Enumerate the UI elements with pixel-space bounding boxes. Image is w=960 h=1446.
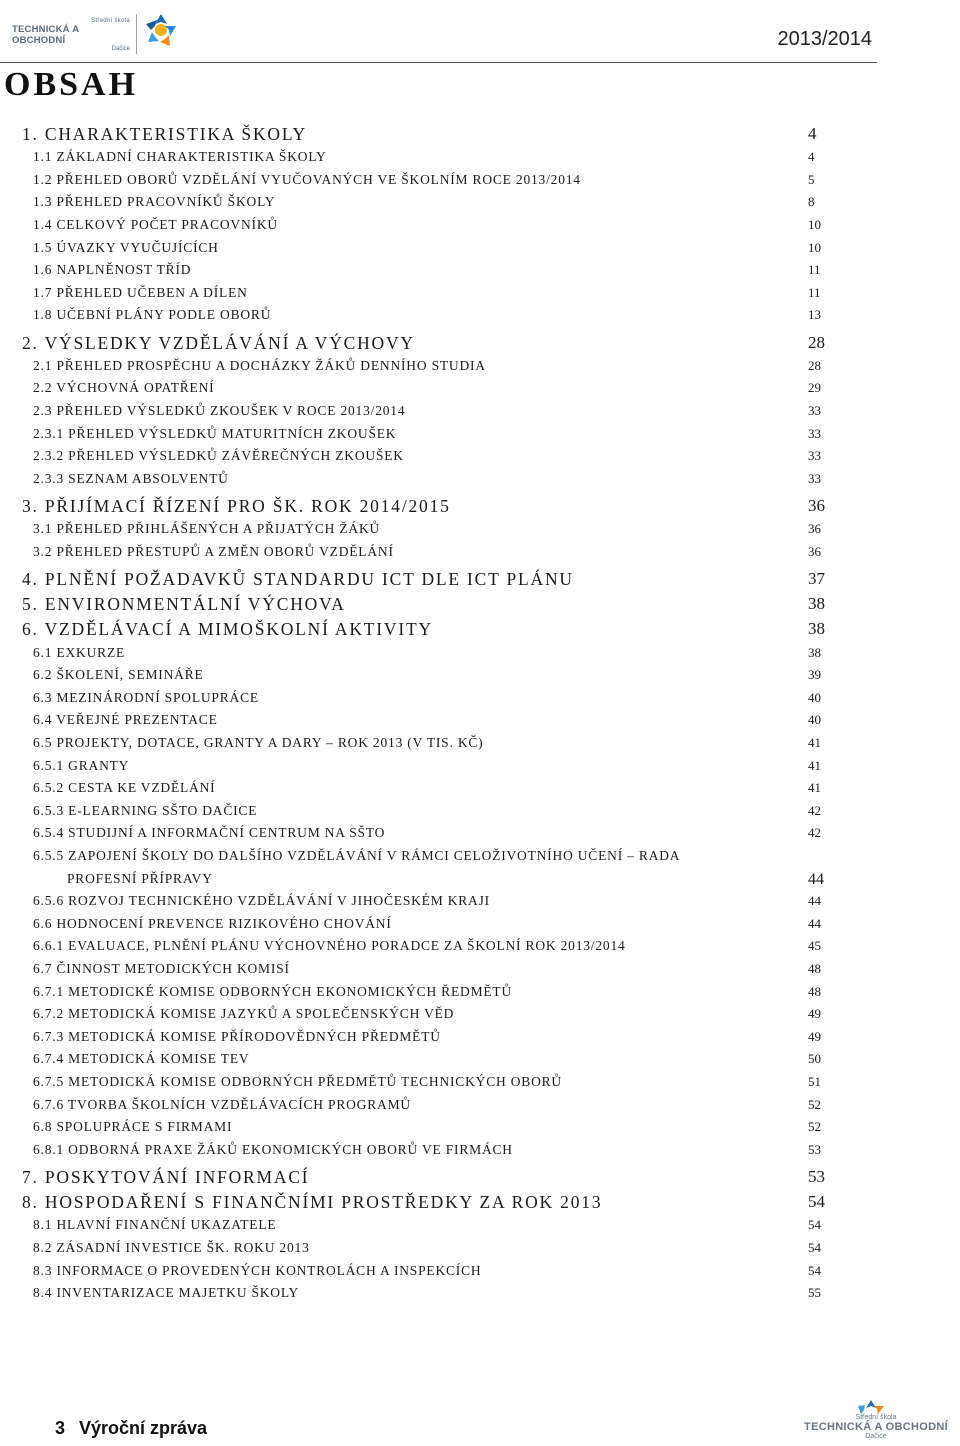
- toc-entry-label: 1.7 PŘEHLED UČEBEN A DÍLEN: [33, 284, 248, 300]
- toc-page-number: 49: [808, 1006, 821, 1022]
- toc-page-number: 5: [808, 171, 815, 187]
- toc-page-number: 36: [808, 521, 821, 537]
- footer-logo-line-2: TECHNICKÁ A OBCHODNÍ: [804, 1421, 948, 1433]
- toc-page-number: 51: [808, 1074, 821, 1089]
- toc-page-number: 55: [808, 1285, 821, 1301]
- toc-entry-label: 6.5.6 ROZVOJ TECHNICKÉHO VZDĚLÁVÁNÍ V JIHOČESKÉM KRAJI: [33, 893, 490, 909]
- footer-logo-line-1: Střední škola: [855, 1414, 897, 1421]
- toc-page-number: 41: [808, 780, 821, 796]
- toc-page-number: 29: [808, 380, 821, 396]
- toc-entry-label: 6.6.1 EVALUACE, PLNĚNÍ PLÁNU VÝCHOVNÉHO PORADCE ZA ŠKOLNÍ ROK 2013/2014: [33, 938, 626, 954]
- toc-entry-label: 1.5 ÚVAZKY VYUČUJÍCÍCH: [33, 239, 219, 255]
- toc-entry-label: 6.7.1 METODICKÉ KOMISE ODBORNÝCH EKONOMICKÝCH ŘEDMĚTŮ: [33, 983, 513, 999]
- toc-page-number: 54: [808, 1192, 825, 1212]
- toc-page-number: 54: [808, 1217, 821, 1233]
- toc-page-number: 11: [808, 284, 821, 300]
- toc-page-number: 44: [808, 870, 824, 888]
- toc-page-number: 40: [808, 689, 821, 705]
- toc-entry-label: 6.5.3 E-LEARNING SŠTO DAČICE: [33, 802, 258, 818]
- toc-entry-label: 6.7 ČINNOST METODICKÝCH KOMISÍ: [33, 961, 290, 976]
- toc-entry-label: 6.5.5 ZAPOJENÍ ŠKOLY DO DALŠÍHO VZDĚLÁVÁNÍ V RÁMCI CELOŽIVOTNÍHO UČENÍ – RADA: [33, 848, 681, 863]
- toc-entry-label: 2.3.2 PŘEHLED VÝSLEDKŮ ZÁVĚREČNÝCH ZKOUŠEK: [33, 448, 404, 464]
- toc-entry-label: 8.3 INFORMACE O PROVEDENÝCH KONTROLÁCH A INSPEKCÍCH: [33, 1262, 482, 1278]
- toc-page-number: 38: [808, 594, 825, 614]
- toc-page-number: 53: [808, 1141, 821, 1157]
- footer-logo: [790, 1400, 960, 1446]
- toc-page-number: 48: [808, 961, 821, 976]
- toc-entry-label: 6.7.3 METODICKÁ KOMISE PŘÍRODOVĚDNÝCH PŘEDMĚTŮ: [33, 1028, 441, 1044]
- toc-page-number: 36: [808, 496, 825, 515]
- toc-page-number: 33: [808, 470, 821, 486]
- toc-entry-label: 8.4 INVENTARIZACE MAJETKU ŠKOLY: [33, 1285, 300, 1301]
- toc-page-number: 44: [808, 915, 821, 931]
- toc-page-number: 54: [808, 1262, 821, 1278]
- toc-entry-label: 6.8.1 ODBORNÁ PRAXE ŽÁKŮ EKONOMICKÝCH OBORŮ VE FIRMÁCH: [33, 1141, 513, 1157]
- toc-entry-label: 6.4 VEŘEJNÉ PREZENTACE: [33, 712, 218, 728]
- toc-entry-label: 3.1 PŘEHLED PŘIHLÁŠENÝCH A PŘIJATÝCH ŽÁKŮ: [33, 521, 381, 537]
- toc-entry-label: 6.1 EXKURZE: [33, 644, 126, 660]
- toc-entry-label: 6.5.1 GRANTY: [33, 757, 130, 773]
- toc-page-number: 44: [808, 893, 821, 909]
- toc-page-number: 53: [808, 1167, 825, 1186]
- toc-entry-label: 2.3.3 SEZNAM ABSOLVENTŮ: [33, 470, 229, 486]
- toc-entry-label: 1.8 UČEBNÍ PLÁNY PODLE OBORŮ: [33, 307, 272, 323]
- toc-page-number: 36: [808, 543, 821, 559]
- toc-page-number: 4: [808, 124, 817, 143]
- toc-page-number: 50: [808, 1051, 821, 1067]
- toc-entry-label: 6.6 HODNOCENÍ PREVENCE RIZIKOVÉHO CHOVÁNÍ: [33, 915, 392, 931]
- toc-entry-label: 1.4 CELKOVÝ POČET PRACOVNÍKŮ: [33, 217, 278, 232]
- toc-entry-label: 6.8 SPOLUPRÁCE S FIRMAMI: [33, 1119, 233, 1135]
- toc-page-number: 40: [808, 712, 821, 728]
- toc-page-number: 49: [808, 1028, 821, 1044]
- toc-entry-label: 4. PLNĚNÍ POŽADAVKŮ STANDARDU ICT DLE ICT PLÁNU: [22, 569, 574, 589]
- toc-entry-label: 1.1 ZÁKLADNÍ CHARAKTERISTIKA ŠKOLY: [33, 149, 327, 165]
- toc-page-number: 33: [808, 403, 821, 418]
- toc-page-number: 42: [808, 825, 821, 841]
- toc-page-number: 41: [808, 757, 821, 773]
- toc-page-number: 52: [808, 1119, 821, 1135]
- toc-entry-label: 6.5.2 CESTA KE VZDĚLÁNÍ: [33, 780, 216, 796]
- toc-page-number: 48: [808, 983, 821, 999]
- school-year: 2013/2014: [777, 28, 872, 50]
- toc-entry-label: 2.2 VÝCHOVNÁ OPATŘENÍ: [33, 380, 215, 396]
- toc-entry-label: PROFESNÍ PŘÍPRAVY: [67, 870, 213, 886]
- page-footer: [55, 1418, 207, 1439]
- page-number: 3: [55, 1418, 66, 1438]
- toc-page-number: 10: [808, 239, 821, 255]
- toc-entry-label: 1.2 PŘEHLED OBORŮ VZDĚLÁNÍ VYUČOVANÝCH VE ŠKOLNÍM ROCE 2013/2014: [33, 171, 581, 187]
- toc-entry-label: 3.2 PŘEHLED PŘESTUPŮ A ZMĚN OBORŮ VZDĚLÁNÍ: [33, 543, 394, 559]
- school-logo: [12, 10, 172, 56]
- toc-page-number: 33: [808, 425, 821, 441]
- toc-page-number: 38: [808, 619, 825, 639]
- logo-divider: [136, 14, 137, 54]
- footer-logo-line-3: Dačice: [865, 1433, 887, 1440]
- toc-entry-label: 6.3 MEZINÁRODNÍ SPOLUPRÁCE: [33, 689, 259, 705]
- school-logo-text: [12, 18, 130, 52]
- logo-line-2: TECHNICKÁ A OBCHODNÍ: [12, 24, 79, 46]
- page-header: [0, 0, 960, 70]
- logo-line-1: Střední škola: [91, 18, 130, 24]
- footer-logo-text: [796, 1414, 956, 1440]
- toc-entry-label: 6. VZDĚLÁVACÍ A MIMOŠKOLNÍ AKTIVITY: [22, 619, 433, 640]
- toc-entry-label: 2.3.1 PŘEHLED VÝSLEDKŮ MATURITNÍCH ZKOUŠEK: [33, 425, 397, 441]
- toc-entry-label: 2.1 PŘEHLED PROSPĚCHU A DOCHÁZKY ŽÁKŮ DENNÍHO STUDIA: [33, 357, 486, 373]
- toc-entry-label: 5. ENVIRONMENTÁLNÍ VÝCHOVA: [22, 594, 346, 615]
- toc-page-number: 11: [808, 262, 821, 278]
- toc-page-number: 4: [808, 149, 815, 165]
- logo-line-3: Dačice: [111, 46, 130, 52]
- toc-page-number: 13: [808, 307, 821, 323]
- toc-entry-label: 6.7.4 METODICKÁ KOMISE TEV: [33, 1051, 250, 1067]
- toc-page-number: 45: [808, 938, 821, 954]
- toc-page-number: 8: [808, 194, 815, 210]
- toc-entry-label: 2.3 PŘEHLED VÝSLEDKŮ ZKOUŠEK V ROCE 2013/2014: [33, 403, 406, 418]
- toc-entry-label: 6.5 PROJEKTY, DOTACE, GRANTY A DARY – ROK 2013 (V TIS. KČ): [33, 735, 484, 750]
- toc-page-number: 33: [808, 448, 821, 464]
- toc-page-number: 39: [808, 667, 821, 683]
- toc-entry-label: 8.1 HLAVNÍ FINANČNÍ UKAZATELE: [33, 1217, 277, 1233]
- toc-page-number: 41: [808, 735, 821, 750]
- toc-entry-label: 6.5.4 STUDIJNÍ A INFORMAČNÍ CENTRUM NA SŠTO: [33, 825, 386, 841]
- toc-entry-label: 6.7.2 METODICKÁ KOMISE JAZYKŮ A SPOLEČENSKÝCH VĚD: [33, 1006, 455, 1022]
- header-rule: [0, 62, 877, 63]
- toc-entry-label: 6.2 ŠKOLENÍ, SEMINÁŘE: [33, 667, 204, 683]
- toc-entry-label: 7. POSKYTOVÁNÍ INFORMACÍ: [22, 1167, 310, 1187]
- toc-page-number: 37: [808, 569, 825, 588]
- toc-page-number: 10: [808, 217, 821, 232]
- toc-entry-label: 8. HOSPODAŘENÍ S FINANČNÍMI PROSTŘEDKY ZA ROK 2013: [22, 1192, 603, 1213]
- footer-label: Výroční zpráva: [79, 1418, 208, 1438]
- toc-entry-label: 1.6 NAPLNĚNOST TŘÍD: [33, 262, 192, 278]
- page-title: OBSAH: [4, 66, 139, 103]
- toc-entry-label: 2. VÝSLEDKY VZDĚLÁVÁNÍ A VÝCHOVY: [22, 332, 415, 353]
- toc-entry-label: 1. CHARAKTERISTIKA ŠKOLY: [22, 124, 307, 144]
- toc-entry-label: 6.7.5 METODICKÁ KOMISE ODBORNÝCH PŘEDMĚTŮ TECHNICKÝCH OBORŮ: [33, 1074, 562, 1089]
- toc-page-number: 54: [808, 1240, 821, 1255]
- toc-page-number: 52: [808, 1096, 821, 1112]
- toc-entry-label: 3. PŘIJÍMACÍ ŘÍZENÍ PRO ŠK. ROK 2014/2015: [22, 496, 451, 516]
- toc-entry-label: 1.3 PŘEHLED PRACOVNÍKŮ ŠKOLY: [33, 194, 276, 210]
- toc-entry-label: 6.7.6 TVORBA ŠKOLNÍCH VZDĚLÁVACÍCH PROGRAMŮ: [33, 1096, 411, 1112]
- toc-page-number: 28: [808, 332, 825, 352]
- school-emblem-icon: [142, 10, 180, 54]
- toc-page-number: 38: [808, 644, 821, 660]
- toc-page-number: 28: [808, 357, 821, 373]
- toc-page-number: 42: [808, 802, 821, 818]
- toc-entry-label: 8.2 ZÁSADNÍ INVESTICE ŠK. ROKU 2013: [33, 1240, 310, 1255]
